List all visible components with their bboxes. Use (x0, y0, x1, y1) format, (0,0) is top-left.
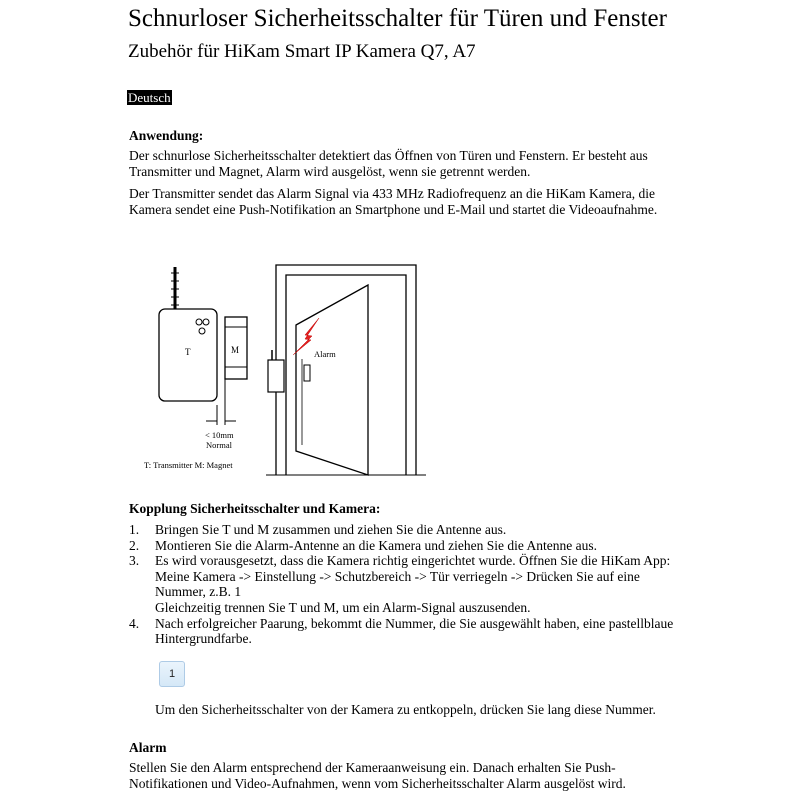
application-paragraph-1: Der schnurlose Sicherheitsschalter detektiert das Öffnen von Türen und Fenstern. Er besteht aus Transmitter und Magnet, Alarm wird ausgelöst, wenn sie getrennt werden. (129, 148, 648, 179)
step-number: 4. (129, 615, 140, 631)
document-title: Schnurloser Sicherheitsschalter für Türen und Fenster (128, 5, 667, 32)
pairing-steps-list (129, 522, 689, 647)
step-number: 1. (129, 522, 140, 537)
gap-sublabel: Normal (206, 440, 232, 450)
step-text: Montieren Sie die Alarm-Antenne an die Kamera und ziehen Sie die Antenne aus. (155, 537, 597, 553)
step-text: Es wird vorausgesetzt, dass die Kamera richtig eingerichtet wurde. Öffnen Sie die HiKam App: Meine Kamera -> Einstellung -> Schutzbereich -> Tür verriegeln -> Drücken Sie auf eine Nummer, z.B. 1 (155, 553, 671, 600)
pairing-step (129, 616, 689, 647)
step-text: Nach erfolgreicher Paarung, bekommt die Nummer, die Sie ausgewählt haben, eine pastellblaue Hintergrundfarbe. (155, 615, 674, 647)
step-text: Bringen Sie T und M zusammen und ziehen Sie die Antenne aus. (155, 522, 507, 537)
document-subtitle: Zubehör für HiKam Smart IP Kamera Q7, A7 (128, 41, 476, 62)
pairing-step (129, 522, 689, 538)
pairing-heading: Kopplung Sicherheitsschalter und Kamera: (129, 501, 381, 516)
application-paragraph-2: Der Transmitter sendet das Alarm Signal via 433 MHz Radiofrequenz an die HiKam Kamera, die Kamera sendet eine Push-Notifikation an Smartphone und E-Mail und startet die Videoaufnahme. (129, 186, 658, 217)
diagram-legend: T: Transmitter M: Magnet (144, 460, 233, 470)
magnet-on-door (304, 365, 310, 381)
gap-label: < 10mm (205, 430, 234, 440)
pairing-step (129, 553, 689, 615)
magnet-label: M (231, 345, 240, 355)
step-extra-text: Gleichzeitig trennen Sie T und M, um ein Alarm-Signal auszusenden. (155, 599, 531, 615)
number-badge: 1 (159, 661, 185, 687)
step-number: 2. (129, 537, 140, 553)
step-number: 3. (129, 553, 140, 569)
transmitter-label: T (185, 347, 191, 357)
alarm-label: Alarm (314, 349, 336, 359)
transmitter-on-door (268, 360, 284, 392)
alarm-heading: Alarm (129, 740, 167, 755)
language-label: Deutsch (128, 90, 171, 105)
alarm-paragraph: Stellen Sie den Alarm entsprechend der Kameraanweisung ein. Danach erhalten Sie Push-Notifikationen und Video-Aufnahmen, wenn vom Sicherheitsschalter Alarm ausgelöst wird. (129, 760, 626, 791)
application-heading: Anwendung: (129, 128, 204, 143)
installation-diagram (126, 255, 426, 480)
pairing-step (129, 538, 689, 554)
unpair-instruction: Um den Sicherheitsschalter von der Kamera zu entkoppeln, drücken Sie lang diese Nummer. (155, 702, 656, 717)
